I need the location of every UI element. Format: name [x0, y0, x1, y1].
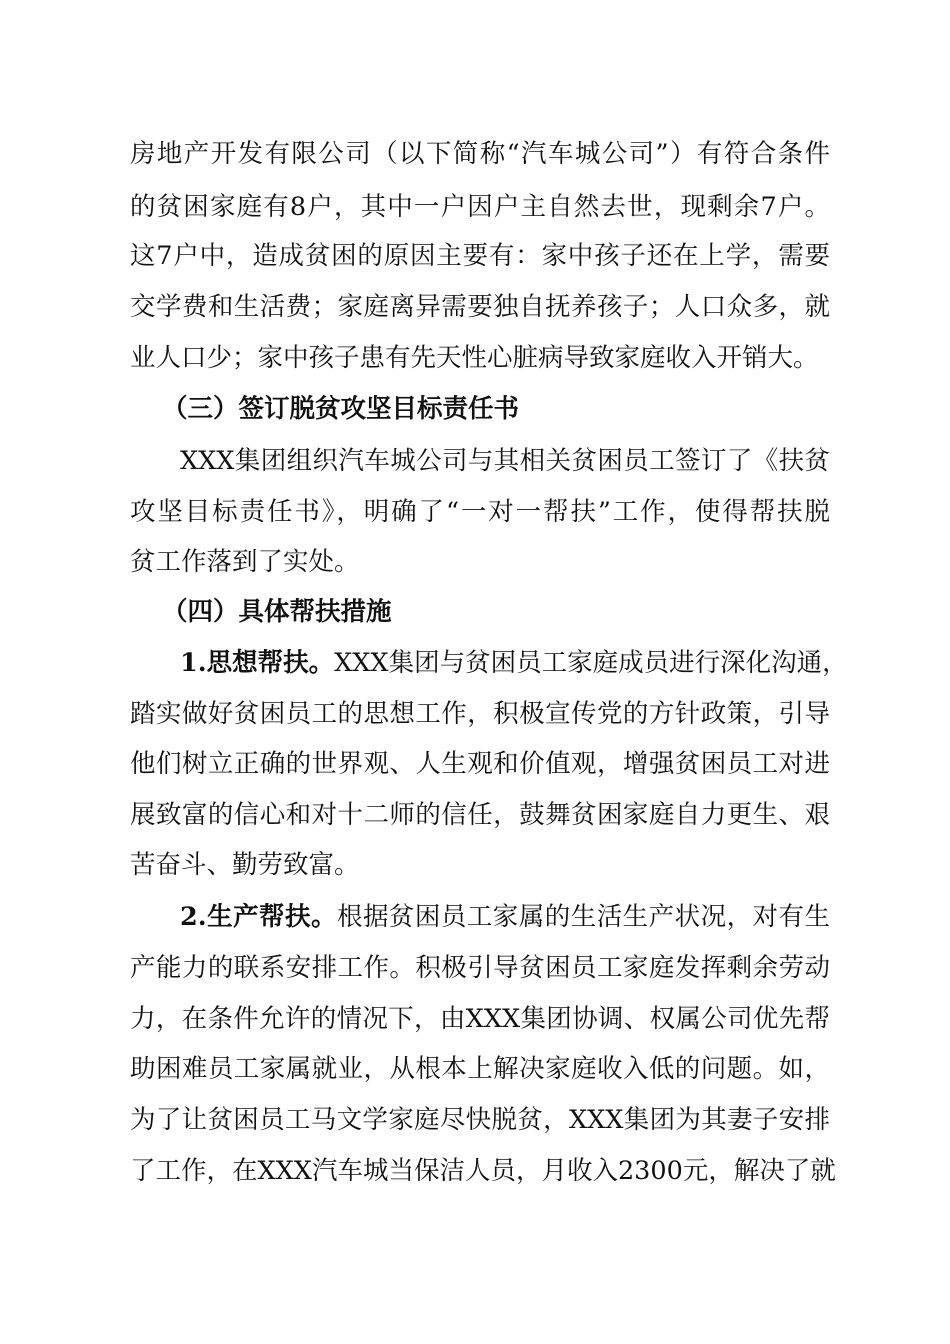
section-heading-3: （三）签订脱贫攻坚目标责任书 — [162, 394, 520, 424]
paragraph-line: 这7户中，造成贫困的原因主要有：家中孩子还在上学，需要 — [130, 241, 830, 271]
paragraph-line: 产能力的联系安排工作。积极引导贫困员工家庭发挥剩余劳动 — [130, 953, 830, 983]
paragraph-line: 力，在条件允许的情况下，由XXX集团协调、权属公司优先帮 — [130, 1004, 830, 1034]
paragraph-line: XXX集团组织汽车城公司与其相关贫困员工签订了《扶贫 — [180, 446, 830, 476]
paragraph-first-line — [180, 891, 830, 943]
paragraph-line: 助困难员工家属就业，从根本上解决家庭收入低的问题。如， — [130, 1054, 830, 1084]
section-heading-4: （四）具体帮扶措施 — [162, 597, 392, 627]
paragraph-first-line — [180, 637, 848, 689]
paragraph-line: 的贫困家庭有8户，其中一户因户主自然去世，现剩余7户。 — [130, 192, 830, 222]
paragraph-line: 了工作，在XXX汽车城当保洁人员，月收入2300元，解决了就 — [130, 1156, 836, 1186]
paragraph-text: XXX集团与贫困员工家庭成员进行深化沟通， — [334, 648, 848, 678]
paragraph-line: 业人口少；家中孩子患有先天性心脏病导致家庭收入开销大。 — [130, 343, 819, 373]
paragraph-line: 踏实做好贫困员工的思想工作，积极宣传党的方针政策，引导 — [130, 699, 830, 729]
paragraph-line: 为了让贫困员工马文学家庭尽快脱贫，XXX集团为其妻子安排 — [130, 1105, 830, 1135]
paragraph-lead: 1.思想帮扶。 — [180, 648, 335, 678]
paragraph-line: 展致富的信心和对十二师的信任，鼓舞贫困家庭自力更生、艰 — [130, 800, 830, 830]
paragraph-line: 房地产开发有限公司（以下简称“汽车城公司”）有符合条件 — [130, 139, 830, 169]
paragraph-line: 苦奋斗、勤劳致富。 — [130, 850, 360, 880]
paragraph-text: 根据贫困员工家属的生活生产状况，对有生 — [336, 902, 830, 932]
paragraph-line: 攻坚目标责任书》，明确了“一对一帮扶”工作，使得帮扶脱 — [130, 497, 830, 527]
paragraph-line: 交学费和生活费；家庭离异需要独自抚养孩子；人口众多，就 — [130, 292, 830, 322]
paragraph-lead: 2.生产帮扶。 — [180, 902, 337, 932]
paragraph-line: 他们树立正确的世界观、人生观和价值观，增强贫困员工对进 — [130, 749, 830, 779]
paragraph-line: 贫工作落到了实处。 — [130, 547, 360, 577]
